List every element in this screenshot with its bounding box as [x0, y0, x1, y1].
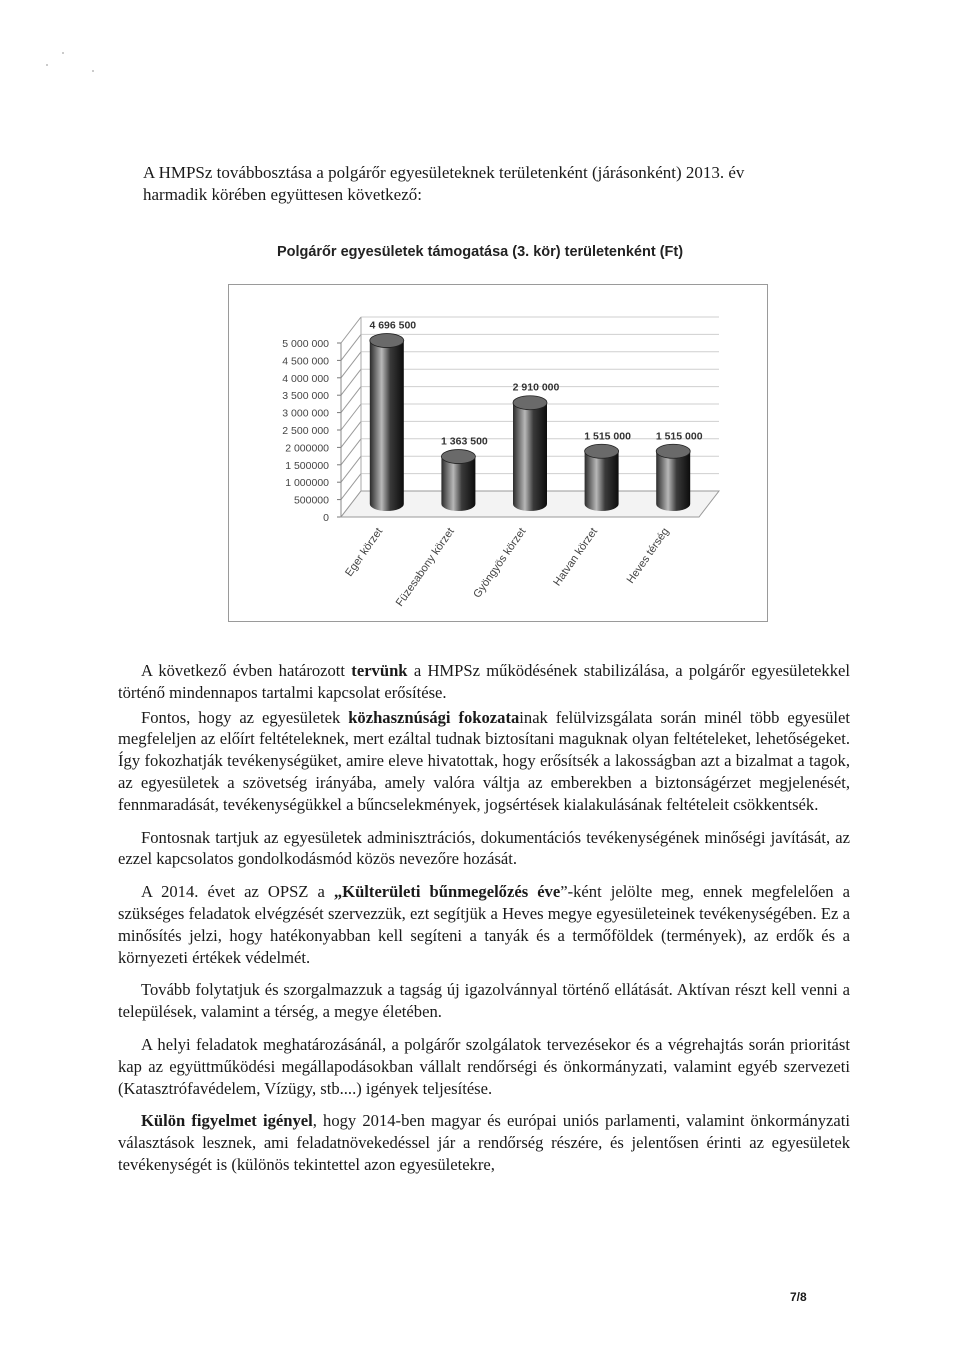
intro-line-2: harmadik körében együttesen következő: [143, 185, 422, 204]
x-tick-label: Füzesabony körzet [393, 525, 457, 609]
bar-top [513, 396, 547, 410]
chart-title: Polgárőr egyesületek támogatása (3. kör) területenként (Ft) [276, 244, 684, 260]
text-run: ”-ként jelölte meg, ennek megfelelően a szükséges feladatok elvégzését szervezzük, ezt segítjük a Heves megye egyesületeinek tevékenységében. Ez a minősítés jelzi, hogy hatékonyabban kell segíteni a tanyák és a termőföldek (termények), az erdők és a környezeti értékek védelmét. [118, 882, 850, 967]
y-tick-label: 3 500 000 [282, 390, 329, 403]
y-tick-label: 4 000 000 [282, 372, 329, 385]
chart-canvas [229, 285, 767, 621]
scan-speck [46, 64, 48, 66]
x-tick-label: Eger körzet [343, 525, 386, 579]
y-tick-label: 5 000 000 [282, 338, 329, 350]
body-paragraph [118, 979, 850, 1023]
y-tick-label: 3 000 000 [282, 407, 329, 420]
text-run: A 2014. évet az OPSZ a [141, 882, 334, 902]
bar-top [585, 444, 619, 458]
data-label: 2 910 000 [512, 381, 560, 394]
data-label: 1 515 000 [584, 430, 631, 443]
intro-paragraph [143, 162, 853, 206]
x-tick-label: Heves térség [624, 525, 672, 586]
text-run: Fontosnak tartjuk az egyesületek adminisztrációs, dokumentációs tevékenységének minőségi javítását, az ezzel kapcsolatos gondolkodásmód közös nevezőre hozását. [118, 827, 850, 869]
y-tick-label: 0 [323, 512, 329, 524]
data-label: 1 363 500 [441, 435, 488, 448]
bold-text: közhasznúsági fokozata [348, 707, 520, 727]
body-paragraph [118, 881, 850, 968]
data-label: 4 696 500 [369, 319, 417, 332]
x-tick-label: Hatvan körzet [551, 525, 601, 589]
text-run: A helyi feladatok meghatározásánál, a polgárőr szolgálatok tervezésekor és a végrehajtás során prioritást kap az együttműködési megállapodásokban vállalt rendőrségi és önkormányzati, valamint egyéb szervezeti (Katasztrófavédelem, Vízügy, stb....) igények teljesítése. [118, 1034, 850, 1098]
y-tick-label: 2 000000 [285, 442, 329, 455]
bar [656, 451, 690, 511]
scan-speck [92, 70, 94, 72]
bar-top [370, 334, 404, 348]
bar [513, 403, 547, 511]
body-text [118, 660, 850, 1187]
text-run: Fontos, hogy az egyesületek [141, 707, 349, 727]
bar [370, 341, 404, 511]
text-run: a HMPSz működésének stabilizálása, a polgárőr egyesületekkel történő mindennapos tartalmi kapcsolat erősítése. [118, 661, 850, 702]
bar-chart [228, 284, 768, 622]
bold-text: Külön figyelmet igényel [141, 1111, 313, 1131]
y-tick-label: 2 500 000 [282, 425, 329, 437]
intro-line-1: A HMPSz továbbosztása a polgárőr egyesületeknek területenként (járásonként) 2013. év [143, 163, 745, 182]
y-tick-label: 500000 [293, 494, 329, 507]
body-paragraph [118, 1110, 850, 1175]
page-number: 7/8 [790, 1290, 807, 1304]
text-run: Tovább folytatjuk és szorgalmazzuk a tagság új igazolvánnyal történő ellátását. Aktívan részt kell venni a települések, valamint a térség, a megye életében. [118, 980, 850, 1022]
y-tick-label: 1 000000 [285, 477, 329, 490]
body-paragraph [118, 660, 850, 704]
body-paragraph [118, 1034, 850, 1099]
scan-speck [62, 52, 64, 54]
y-tick-label: 4 500 000 [282, 355, 329, 368]
bold-text: „Külterületi bűnmegelőzés éve [333, 882, 561, 902]
body-paragraph [118, 707, 850, 816]
bar-top [656, 444, 690, 458]
bar-top [441, 450, 475, 464]
x-tick-label: Gyöngyös körzet [471, 525, 529, 601]
text-run: A következő évben határozott [141, 661, 352, 680]
bar [441, 457, 475, 511]
bold-text: tervünk [351, 661, 408, 680]
bar [585, 451, 619, 511]
data-label: 1 515 000 [655, 430, 703, 443]
text-run: inak felülvizsgálata során minél több egyesület megfeleljen az előírt feltételeknek, mert ezáltal tudnak biztosítani maguknak olyan feltételeket, lehetőségeket. Így fokozhatják tevékenységüket, amire eleve hivatottak, hogy erősítsék a lakosságban azt a bizalmat a tagok, az egyesületek a szövetség irányába, amely valóra váltja az emberekben a biztonságérzet megjelenését, fennmaradását, tevékenységükkel a bűncselekmények, jogsértések kialakulásának feltételeit csökkentsék. [118, 707, 850, 814]
y-tick-label: 1 500000 [285, 459, 329, 472]
text-run: , hogy 2014-ben magyar és európai uniós parlamenti, valamint önkormányzati választások lesznek, ami feladatnövekedéssel jár a rendőrség részére, és jelentősen érinti az egyesületek tevékenységét is (különös tekintettel azon egyesületekre, [118, 1111, 850, 1174]
body-paragraph [118, 827, 850, 871]
